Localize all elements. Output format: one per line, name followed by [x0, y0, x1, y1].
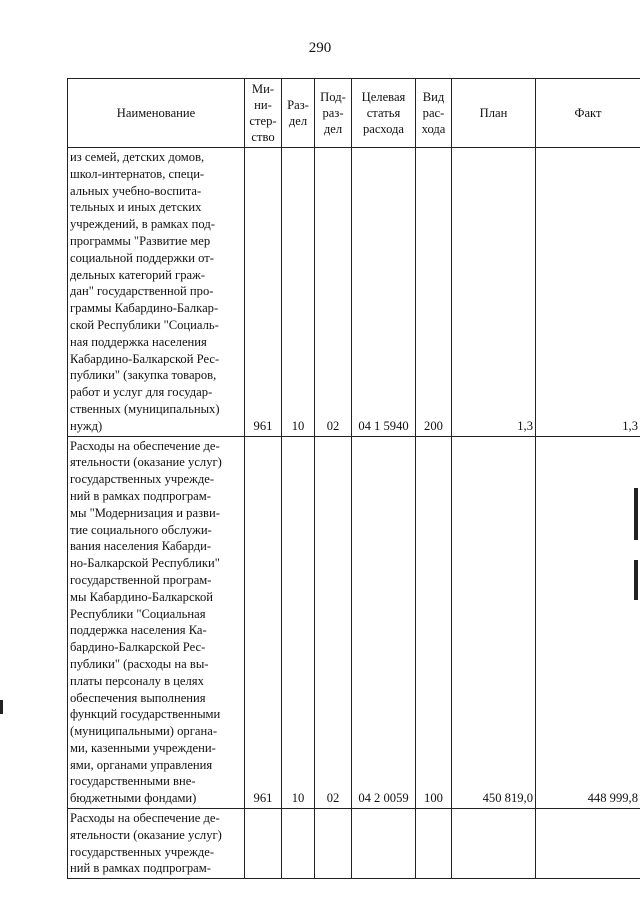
row-subsection: 02	[315, 148, 352, 437]
header-subsection: Под- раз- дел	[315, 79, 352, 148]
page-number: 290	[308, 40, 332, 56]
table-row	[68, 436, 640, 809]
row-name: из семей, детских домов, школ-интернатов, специ- альных учебно-воспита- тельных и иных детских учреждений, в рамках под- программы "Развитие мер социальной поддержки от- дельных категорий граж- дан" государственной про- граммы Кабардино-Балкар- ской Республики "Социаль- ная поддержка населения Кабардино-Балкарской Рес- публики" (закупка товаров, работ и услуг для государ- ственных (муниципальных) нужд)	[68, 148, 245, 437]
row-plan: 1,3	[452, 148, 536, 437]
header-plan: План	[452, 79, 536, 148]
header-type: Вид рас- хода	[416, 79, 452, 148]
row-ministry: 961	[245, 148, 282, 437]
table-row	[68, 809, 640, 879]
row-target	[352, 809, 416, 879]
row-target: 04 2 0059	[352, 436, 416, 809]
row-type: 100	[416, 436, 452, 809]
header-name: Наименование	[68, 79, 245, 148]
row-subsection: 02	[315, 436, 352, 809]
row-type	[416, 809, 452, 879]
header-ministry: Ми- ни- стер- ство	[245, 79, 282, 148]
row-name: Расходы на обеспечение де- ятельности (оказание услуг) государственных учрежде- ний в рамках подпрограм-	[68, 809, 245, 879]
budget-table	[67, 78, 640, 879]
margin-mark-bottom	[634, 560, 638, 600]
header-target: Целевая статья расхода	[352, 79, 416, 148]
row-section: 10	[282, 148, 315, 437]
row-section: 10	[282, 436, 315, 809]
row-target: 04 1 5940	[352, 148, 416, 437]
row-type: 200	[416, 148, 452, 437]
row-subsection	[315, 809, 352, 879]
header-section: Раз- дел	[282, 79, 315, 148]
row-fact: 1,3	[536, 148, 640, 437]
table-row	[68, 148, 640, 437]
margin-mark-left	[0, 700, 3, 714]
row-plan: 450 819,0	[452, 436, 536, 809]
header-fact: Факт	[536, 79, 640, 148]
table-header-row	[68, 79, 640, 148]
row-ministry	[245, 809, 282, 879]
row-name: Расходы на обеспечение де- ятельности (оказание услуг) государственных учрежде- ний в рамках подпрограм- мы "Модернизация и разви- тие социального обслужи- вания населения Кабарди- но-Балкарской Республики" государственной програм- мы Кабардино-Балкарской Республики "Социальная поддержка населения Ка- бардино-Балкарской Рес- публики" (расходы на вы- платы персоналу в целях обеспечения выполнения функций государственными (муниципальными) органа- ми, казенными учреждени- ями, органами управления государственными вне- бюджетными фондами)	[68, 436, 245, 809]
row-fact	[536, 809, 640, 879]
row-fact: 448 999,8	[536, 436, 640, 809]
margin-mark-top	[634, 488, 638, 540]
row-section	[282, 809, 315, 879]
row-ministry: 961	[245, 436, 282, 809]
row-plan	[452, 809, 536, 879]
